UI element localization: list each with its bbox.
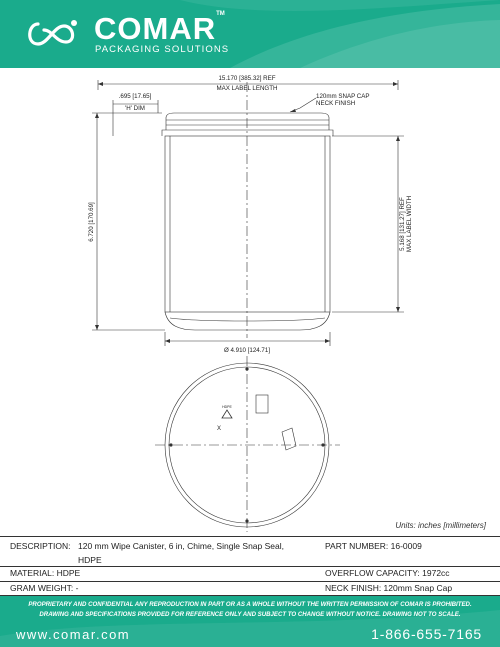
part-number: PART NUMBER: 16-0009 (325, 541, 422, 551)
spec-row-divider (0, 581, 500, 582)
website-link[interactable]: www.comar.com (16, 627, 131, 642)
description-value-line-2: HDPE (78, 555, 102, 565)
legal-notice-line-1: PROPRIETARY AND CONFIDENTIAL ANY REPRODUCTION IN PART OR AS A WHOLE WITHOUT THE WRITTEN PERMISSION OF COMAR IS PROHIBITED. (28, 601, 472, 608)
footer-banner (0, 596, 500, 647)
diameter-dimension: Ø 4.910 [124.71] (223, 347, 271, 354)
description-label: DESCRIPTION: (10, 541, 71, 551)
spec-row-divider (0, 566, 500, 567)
overflow-capacity: OVERFLOW CAPACITY: 1972cc (325, 568, 450, 578)
phone-number[interactable]: 1-866-655-7165 (371, 626, 482, 642)
neck-finish-note-2: NECK FINISH (316, 100, 356, 107)
canister-side-body (165, 136, 330, 312)
spec-table (0, 536, 500, 596)
comar-logo-icon (22, 16, 84, 52)
brand-tagline: PACKAGING SOLUTIONS (95, 44, 230, 55)
label-length-note: MAX LABEL LENGTH (216, 85, 278, 92)
trademark-mark: TM (216, 11, 225, 17)
label-length-dimension: 15.170 [385.32] REF (218, 75, 276, 82)
recycle-symbol-icon (222, 410, 232, 418)
top-view-snap-feature (282, 428, 296, 450)
h-dimension-note: 'H' DIM (125, 105, 145, 112)
header-banner (0, 0, 500, 68)
units-note: Units: inches [millimeters] (395, 521, 486, 530)
technical-drawing (0, 68, 500, 536)
h-dimension: .695 [17.65] (118, 93, 152, 100)
top-view-tab (256, 395, 268, 413)
neck-finish-note-1: 120mm SNAP CAP (316, 93, 370, 100)
brand-name: COMAR™ (94, 11, 225, 46)
description-value-line-1: 120 mm Wipe Canister, 6 in, Chime, Single Snap Seal, (78, 541, 284, 551)
recycle-material-text: HDPE (222, 405, 232, 409)
height-dimension: 6.720 [170.69] (88, 202, 95, 242)
label-width-dimension: 5.168 [131.27] REF (399, 197, 406, 251)
x-mark: X (217, 426, 222, 432)
gram-weight: GRAM WEIGHT: - (10, 583, 79, 593)
legal-notice-line-2: DRAWING AND SPECIFICATIONS PROVIDED FOR REFERENCE ONLY AND SUBJECT TO CHANGE WITHOUT NOTICE. DRAWING NOT TO SCALE. (39, 611, 461, 618)
neck-finish: NECK FINISH: 120mm Snap Cap (325, 583, 453, 593)
canister-neck (162, 130, 333, 136)
material: MATERIAL: HDPE (10, 568, 81, 578)
label-width-note: MAX LABEL WIDTH (406, 195, 413, 253)
